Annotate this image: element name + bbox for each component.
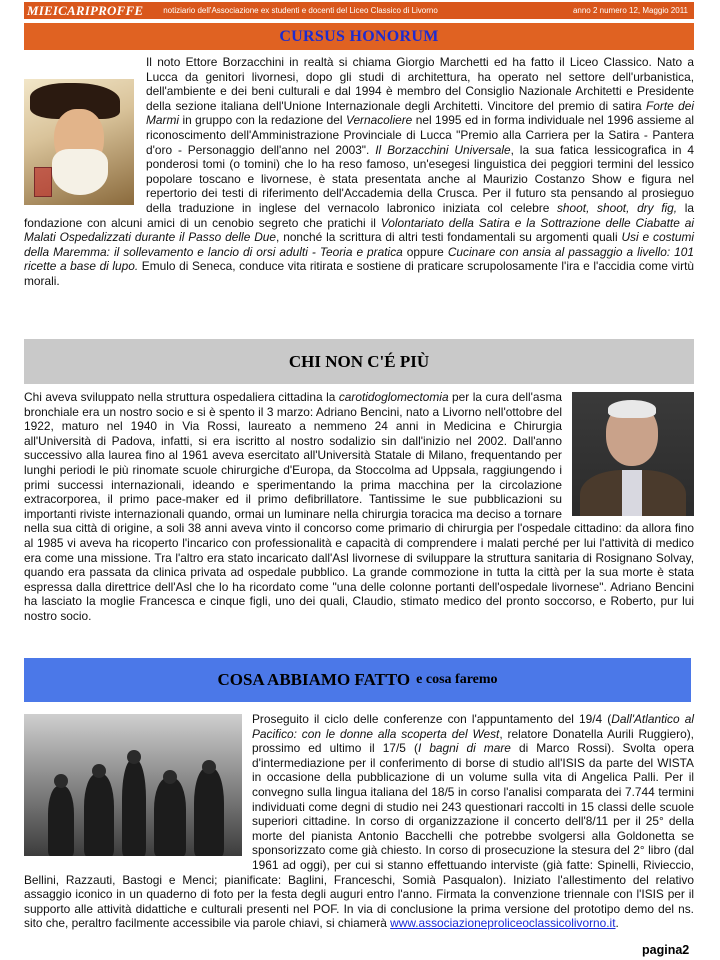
section2-title: CHI NON C'É PIÙ: [288, 351, 430, 371]
italic-phrase: shoot, shoot, dry fig,: [556, 200, 678, 215]
section1-article: [24, 55, 694, 289]
section3-title: COSA ABBIAMO FATTO: [217, 670, 411, 689]
italic-phrase: Il Borzacchini Universale: [375, 142, 511, 157]
masthead-subtitle: notiziario dell'Associazione ex studenti e docenti del Liceo Classico di Livorno: [163, 6, 438, 15]
text-run: Chi aveva sviluppato nella struttura ospedaliera cittadina la: [24, 390, 339, 404]
section3-article: [24, 712, 694, 931]
section1-title: CURSUS HONORUM: [279, 27, 439, 45]
italic-phrase: Cucinare con ansia al passaggio a livello: 101 ricette a base di lupo.: [24, 244, 694, 274]
italic-phrase: Vernacoliere: [345, 113, 413, 128]
caricature-illustration: [24, 79, 134, 205]
masthead-bar: [24, 2, 694, 19]
text-run: per la cura dell'asma bronchiale era un nostro socio e si è spento il 3 marzo: Adriano Bencini, nato a Livorno nell'ottobre del 1922, maturo nel 1940 in Via Rossi, laureato a nemmeno 24 anni in Medicina e Chirurgia all'Università di Padova, infatti, si era iscritto al nostro sodalizio sin dall'inizio nel 2002. Dall'anno successivo alla laurea fino al 1961 aveva esercitato all'Università Statale di Milano, frequentando per lunghi periodi le più rinomate scuole chirurgiche d'Europa, da Stoccolma ad Uppsala, raggiungendo i primi successi internazionali, ideando e sperimentando la prima macchina per la circolazione extracorporea, il primo pace-maker ed il primo defibrillatore. Tantissime le sue pubblicazioni su importanti riviste internazionali quando, ormai un luminare nella chirurgia toracica ma deciso a tornare nella sua città di origine, a soli 38 anni aveva vinto il concorso come primario di chirurgia per l'ospedale cittadino: da allora fino al 1985 vi aveva ha ricoperto l'incarico con professionalità e capacità di comprendere i malati perché per lui l'attività di medico era come una missione. Tra l'altro era stato incaricato dall'Asl livornese di sviluppare la struttura sanitaria di Rosignano Solvay, quando era passata da clinica privata ad ospedale pubblico. La grande commozione in tutta la città per la sua morte è stata espressa dalla direttrice dell'Asl che lo ha ricordato come "una delle colonne portanti dell'ospedale livornese". Adriano Bencini ha lasciato la moglie Francesca e cinque figli, uno dei quali, Claudio, stimato medico del pronto soccorso, e Roberto, pur lui nostro socio.: [24, 390, 694, 623]
section-title-cursus-honorum: [24, 23, 694, 50]
website-link[interactable]: www.associazioneproliceoclassicolivorno.it: [390, 916, 616, 931]
issue-info: anno 2 numero 12, Maggio 2011: [572, 6, 688, 15]
italic-phrase: I bagni di mare: [417, 741, 511, 756]
italic-phrase: Dall'Atlantico al Pacifico: con le donne alla scoperta del West: [252, 712, 695, 741]
text-run: nel 1995 ed in forma individuale nel 1996 assieme al riconoscimento dell'Amministrazione Provinciale di Lucca "Premio alla Carriera per la Satira - Pantera d'oro - Personaggio dell'anno nel 2003".: [146, 113, 694, 157]
section3-title-small: e cosa faremo: [416, 672, 498, 687]
text-run: in gruppo con la redazione del: [179, 113, 346, 128]
text-run: Proseguito il ciclo delle conferenze con l'appuntamento del 19/4 (: [252, 712, 612, 726]
film-still-photo: [24, 714, 242, 856]
text-run: Emulo di Seneca, conduce vita ritirata e sostiene di praticare scrupolosamente l'ira e l'accidia come virtù morali.: [24, 259, 694, 288]
section-title-chi-non-ce-piu: [24, 339, 694, 384]
italic-phrase: Volontariato della Satira e la Sottrazione delle Ciabatte ai Malati Ospedalizzati durante il Passo delle Due: [24, 215, 694, 245]
text-run: Il noto Ettore Borzacchini in realtà si chiama Giorgio Marchetti ed ha fatto il Liceo Classico. Nato a Lucca da genitori livornesi, dopo gli studi di architettura, ha operato nel settore dell'urbanistica, dell'ambiente e dei beni culturali e dal 1994 è membro del Consiglio Nazionale Architetti e Presidente della sezione italiana dell'Unione Internazionale degli Architetti. Vincitore del premio di satira: [146, 55, 694, 113]
italic-phrase: carotidoglomectomia: [338, 390, 449, 404]
masthead-title: MIEICARIPROFFE: [27, 2, 144, 18]
text-run: .: [615, 916, 619, 931]
section-title-cosa-abbiamo-fatto: [24, 658, 691, 702]
page-number: pagina2: [642, 943, 690, 957]
text-run: di Marco Rossi). Svolta opera d'intermediazione per il conferimento di borse di studio all'ISIS da parte del WISTA in occasione della pubblicazione di un volume sulla vita di Angelica Palli. Per il convegno sulla lingua italiana del 18/5 in corso l'analisi comparata dei 7.744 termini individuati come degni di studio nei 243 questionari raccolti in 15 classi delle scuole superiori cittadine. In corso di organizzazione il concerto dell'8/11 per il 25° della morte del pianista Antonio Bacchelli che potrebbe svolgersi alla Goldonetta se sponsorizzato come già chiesto. In corso di prosecuzione la stesura del 2° libro (dal 1961 ad oggi), per cui si stanno effettuando interviste (già fatte: Spinelli, Rivieccio, Bellini, Razzauti, Bastogi e Menci; pianificate: Baglini, Franceschi, Somià Pasqualon). Iniziato l'allestimento del relativo assaggio iconico in un quaderno di foto per la festa degli auguri entro l'anno. Firmata la convenzione triennale con l'ISIS per il supporto alle attività didattiche e culturali presenti nel POF. In via di conclusione la prima versione del prototipo demo del ns. sito che, peraltro facilmente accessibile via parole chiavi, si chiamerà: [24, 741, 695, 931]
text-run: , la sua fatica lessicografica in 4 ponderosi tomi (o tomini) che lo ha reso famoso, un'esegesi linguistica dei peggiori termini del lessico popolare toscano e livornese, è stata presentata anche al Maurizio Costanzo Show e figura nel repertorio dei testi di riferimento dell'Accademia della Crusca. Per il futuro sta pensando al prosieguo della traduzione in inglese del vernacolo labronico iniziata col celebre: [146, 142, 695, 215]
text-run: , relatore Donatella Aurili Ruggiero), prossimo ed ultimo il 17/5 (: [252, 726, 694, 756]
text-run: , nonché la scrittura di altri testi fondamentali su argomenti quali: [276, 230, 622, 245]
text-run: la fondazione con alcuni amici di un cenobio segreto che pratichi il: [24, 200, 695, 230]
italic-phrase: Forte dei Marmi: [146, 98, 694, 128]
section2-article: [24, 390, 694, 624]
portrait-photo: [572, 392, 694, 516]
text-run: oppure: [402, 244, 448, 259]
italic-phrase: Usi e costumi della Maremma: il sollevamento e lancio di orsi adulti - Teoria e pratica: [24, 230, 694, 259]
